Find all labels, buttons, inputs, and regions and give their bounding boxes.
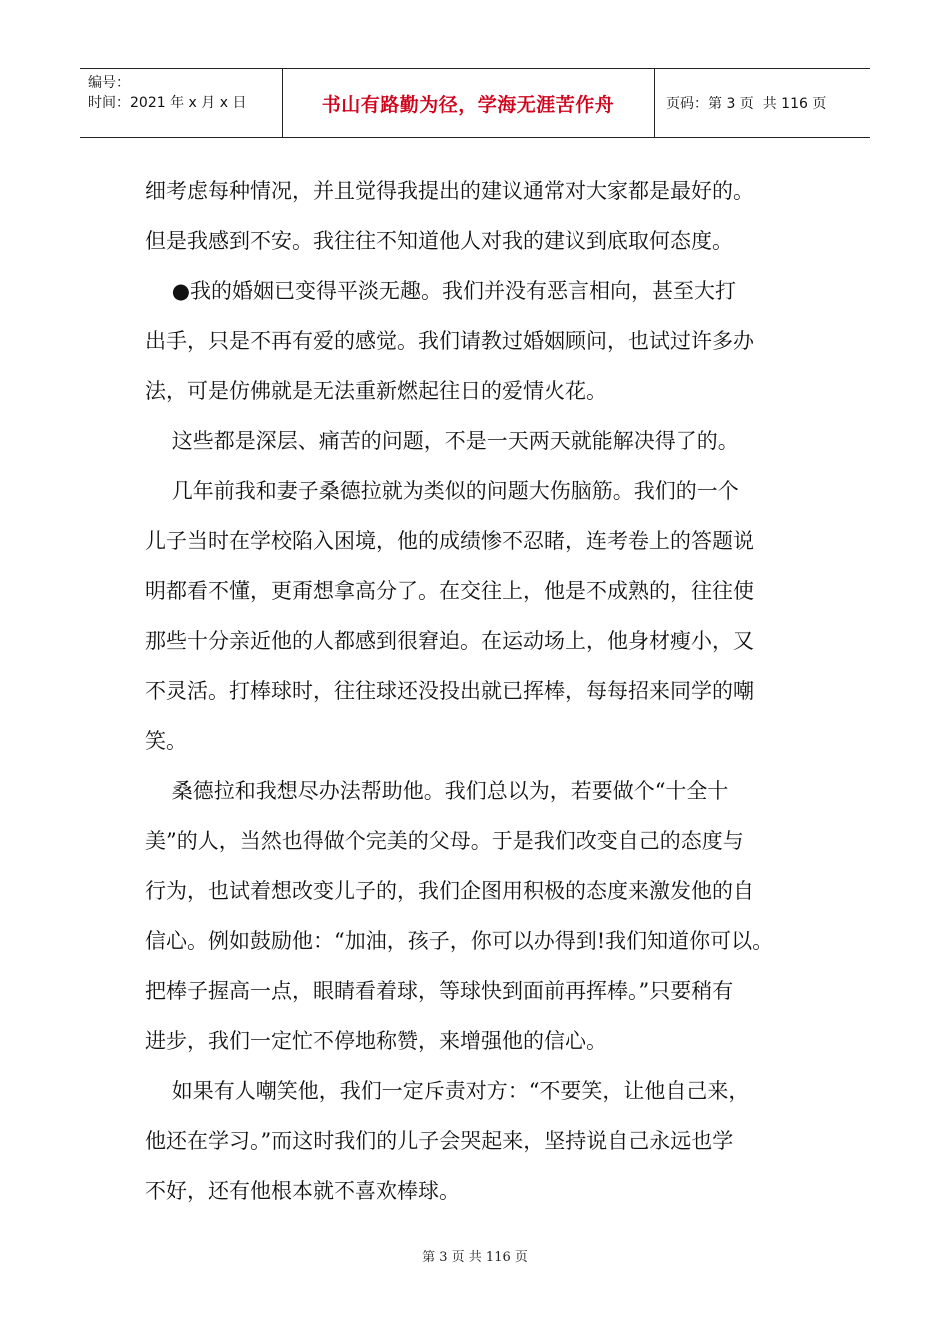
page-header (80, 68, 870, 138)
document-number-label: 编号： (88, 75, 130, 91)
body-line: 信心。例如鼓励他：“加油，孩子，你可以办得到!我们知道你可以。 (145, 929, 774, 953)
body-line: 如果有人嘲笑他，我们一定斥责对方：“不要笑，让他自己来， (145, 1079, 750, 1103)
header-motto: 书山有路勤为径，学海无涯苦作舟 (321, 93, 615, 116)
document-body (145, 166, 810, 1216)
body-line: 这些都是深层、痛苦的问题，不是一天两天就能解决得了的。 (145, 429, 739, 453)
document-date: 时间：2021 年 x 月 x 日 (88, 95, 247, 111)
body-line: 出手，只是不再有爱的感觉。我们请教过婚姻顾问，也试过许多办 (145, 329, 754, 353)
body-line: 那些十分亲近他的人都感到很窘迫。在运动场上，他身材瘦小，又 (145, 629, 754, 653)
header-page-info: 页码：第 3 页 共 116 页 (666, 96, 827, 112)
body-line: 细考虑每种情况，并且觉得我提出的建议通常对大家都是最好的。 (145, 179, 754, 203)
body-line: 桑德拉和我想尽办法帮助他。我们总以为，若要做个“十全十 (145, 779, 729, 803)
body-line: ●我的婚姻已变得平淡无趣。我们并没有恶言相向，甚至大打 (145, 279, 737, 303)
body-line: 他还在学习。”而这时我们的儿子会哭起来，坚持说自己永远也学 (145, 1129, 734, 1153)
header-meta (88, 73, 246, 113)
body-line: 进步，我们一定忙不停地称赞，来增强他的信心。 (145, 1029, 607, 1053)
header-divider-right (654, 69, 655, 137)
body-line: 不灵活。打棒球时，往往球还没投出就已挥棒，每每招来同学的嘲 (145, 679, 754, 703)
body-line: 美”的人，当然也得做个完美的父母。于是我们改变自己的态度与 (145, 829, 744, 853)
body-line: 法，可是仿佛就是无法重新燃起往日的爱情火花。 (145, 379, 607, 403)
body-line: 但是我感到不安。我往往不知道他人对我的建议到底取何态度。 (145, 229, 733, 253)
body-line: 笑。 (145, 729, 187, 753)
body-line: 儿子当时在学校陷入困境，他的成绩惨不忍睹，连考卷上的答题说 (145, 529, 754, 553)
body-line: 把棒子握高一点，眼睛看着球，等球快到面前再挥棒。”只要稍有 (145, 979, 734, 1003)
body-line: 明都看不懂，更甭想拿高分了。在交往上，他是不成熟的，往往使 (145, 579, 754, 603)
body-line: 不好，还有他根本就不喜欢棒球。 (145, 1179, 460, 1203)
body-line: 行为，也试着想改变儿子的，我们企图用积极的态度来激发他的自 (145, 879, 754, 903)
body-line: 几年前我和妻子桑德拉就为类似的问题大伤脑筋。我们的一个 (145, 479, 739, 503)
page-footer: 第 3 页 共 116 页 (422, 1250, 528, 1265)
